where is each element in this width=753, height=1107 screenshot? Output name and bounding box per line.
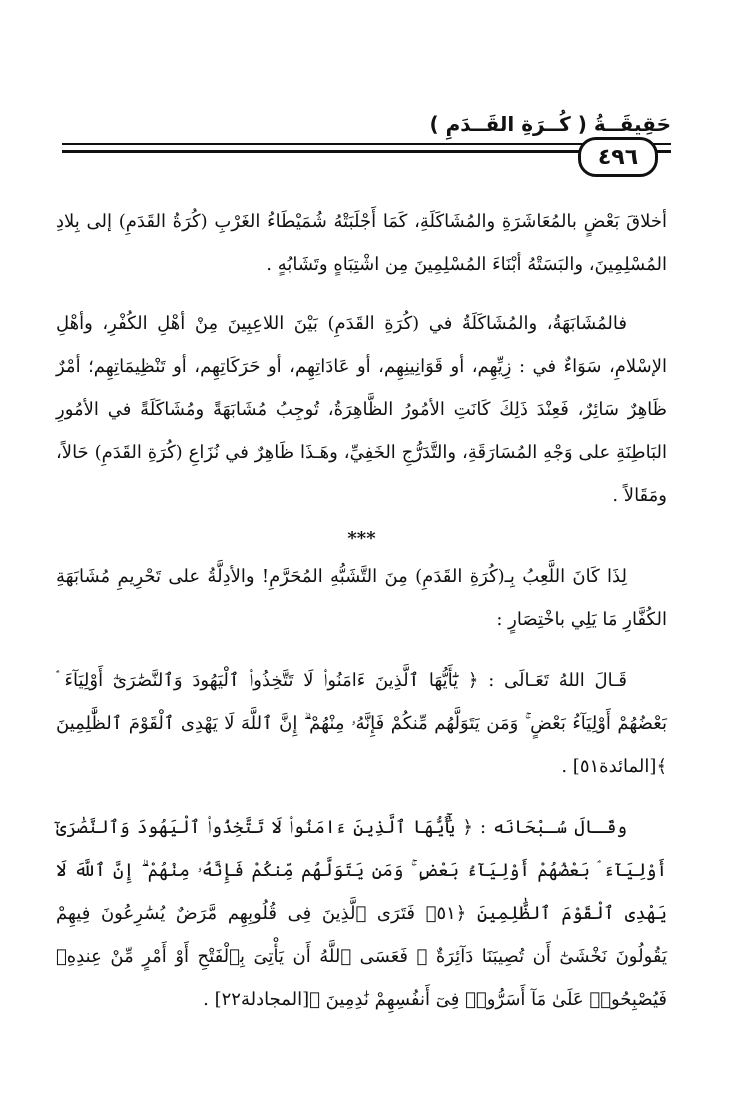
quran-quote-1: قَـالَ اللهُ تَعَـالَى : ﴿ يَٰٓأَيُّهَا ٱلَّذِينَ ءَامَنُوا۟ لَا تَتَّخِذُوا۟ ٱلْيَهُودَ وَٱلنَّصَٰرَىٰٓ أَوْلِيَآءَ ۘ بَعْضُهُمْ أَوْلِيَآءُ بَعْضٍ ۚ وَمَن يَتَوَلَّهُم مِّنكُمْ فَإِنَّهُۥ مِنْهُمْ ۗ إِنَّ ٱللَّهَ لَا يَهْدِى ٱلْقَوْمَ ٱلظَّٰلِمِينَ ﴾[المائدة٥١] . (56, 670, 667, 777)
section-separator: *** (347, 528, 376, 549)
paragraph-gap (56, 641, 667, 659)
paragraph-3: لِذَا كَانَ اللَّعِبُ بِـ(كُرَةِ القَدَمِ) مِنَ التَّشَبُّهِ المُحَرَّمِ! والأدِلَّةُ على تَحْرِيمِ مُشَابَهَةِ الكُفَّارِ مَا يَلِي باخْتِصَارٍ : (56, 566, 667, 630)
page-number: ٤٩٦ (578, 137, 658, 177)
quran-quote-2: وقَـالَ سُـبْحَانَه : ﴿ يَٰٓأَيُّهَا ٱلَّذِينَ ءَامَنُوا۟ لَا تَتَّخِذُوا۟ ٱلْيَهُودَ وَٱلنَّصَٰرَىٰٓ أَوْلِيَآءَ ۘ بَعْضُهُمْ أَوْلِيَآءُ بَعْضٍ ۚ وَمَن يَتَوَلَّهُم مِّنكُمْ فَإِنَّهُۥ مِنْهُمْ ۗ إِنَّ ٱللَّهَ لَا يَهْدِى ٱلْقَوْمَ ٱلظَّٰلِمِينَ ﴿٥١﴾ فَتَرَى ٱلَّذِينَ فِى قُلُوبِهِم مَّرَضٌ يُسَٰرِعُونَ فِيهِمْ يَقُولُونَ نَخْشَىٰٓ أَن تُصِيبَنَا دَآئِرَةٌ ۚ فَعَسَى ٱللَّهُ أَن يَأْتِىَ بِٱلْفَتْحِ أَوْ أَمْرٍ مِّنْ عِندِهِۦ فَيُصْبِحُوا۟ عَلَىٰ مَآ أَسَرُّوا۟ فِىٓ أَنفُسِهِمْ نَٰدِمِينَ ﴾[المجادلة٢٢] . (56, 817, 667, 1010)
body-text (56, 200, 667, 1021)
paragraph-1: أخلاقَ بَعْضٍ بالمُعَاشَرَةِ والمُشَاكَلَةِ، كَمَا أَجْلَبَتْهُ شُمَيْطَاءُ الغَرْبِ (كُرَةُ القَدَمِ) إلى بِلادِ المُسْلِمِينَ، والبَسَتْهُ أبْنَاءَ المُسْلِمِينَ مِن اشْتِبَاهٍ وتَشَابُهٍ . (56, 211, 667, 275)
paragraph-gap (56, 286, 667, 302)
paragraph-gap (56, 788, 667, 806)
paragraph-2: فالمُشَابَهَةُ، والمُشَاكَلَةُ في (كُرَةِ القَدَمِ) بَيْنَ اللاعِبِينَ مِنْ أهْلِ الكُفْرِ، وأهْلِ الإسْلامِ، سَوَاءٌ في : زِيِّهِم، أو قَوَانِينِهِم، أو عَادَاتِهِم، أو حَرَكَاتِهِم، أو تَنْظِيمَاتِهِم؛ أمْرٌ ظَاهِرٌ سَائِرٌ، فَعِنْدَ ذَلِكَ كَانَتِ الأمُورُ الظَّاهِرَةُ، تُوجِبُ مُشَابَهَةً ومُشَاكَلَةً في الأمُورِ البَاطِنَةِ على وَجْهِ المُسَارَقَةِ، والتَّدَرُّجِ الخَفِيِّ، وهَـذَا ظَاهِرٌ في نُزَاعِ (كُرَةِ القَدَمِ) حَالاً، ومَقَالاً . (56, 313, 667, 506)
running-title: حَقِيقَــةُ ( كُــرَةِ القَــدَمِ ) (429, 112, 671, 136)
